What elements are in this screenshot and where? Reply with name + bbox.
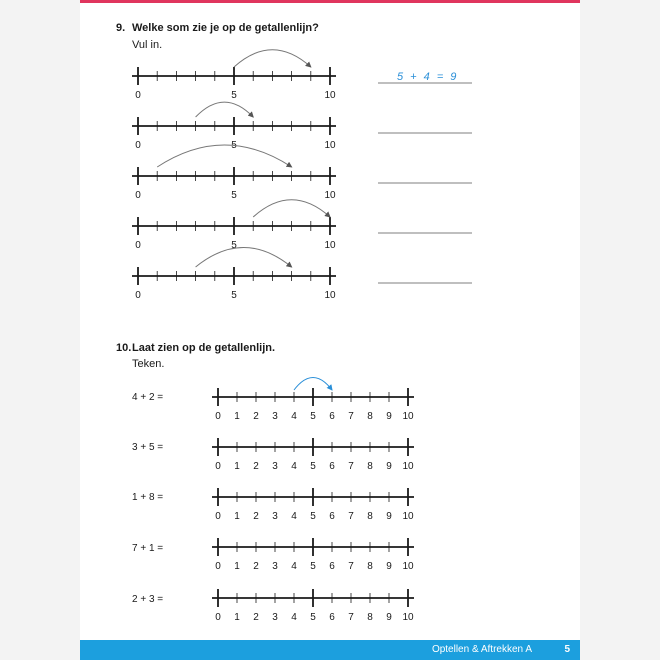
q10-expression-4: 7 + 1 =: [132, 543, 164, 554]
q9-arc-3: [157, 145, 291, 167]
q10-label-1-3: 3: [272, 411, 278, 422]
q10-label-2-3: 3: [272, 461, 278, 472]
number-lines-canvas: [80, 0, 580, 640]
q10-title-text: Laat zien op de getallenlijn.: [132, 342, 276, 354]
q10-label-3-5: 5: [310, 511, 316, 522]
q10-label-5-10: 10: [402, 612, 414, 623]
q9-label-5-0: 0: [135, 290, 141, 301]
q10-label-5-7: 7: [348, 612, 354, 623]
q10-label-3-6: 6: [329, 511, 335, 522]
footer-text: Optellen & Aftrekken A: [431, 644, 532, 655]
q10-label-1-4: 4: [291, 411, 297, 422]
q10-label-1-7: 7: [348, 411, 354, 422]
q9-title-text: Welke som zie je op de getallenlijn?: [132, 22, 319, 34]
q9-arc-1: [234, 50, 311, 67]
q10-label-5-3: 3: [272, 612, 278, 623]
q9-arc-5: [196, 247, 292, 267]
q10-label-1-8: 8: [367, 411, 373, 422]
q10-label-5-9: 9: [386, 612, 392, 623]
q10-label-1-1: 1: [234, 411, 240, 422]
q10-label-4-9: 9: [386, 561, 392, 572]
q10-label-3-0: 0: [215, 511, 221, 522]
q10-label-3-9: 9: [386, 511, 392, 522]
q9-number: 9.: [116, 22, 126, 34]
footer-bar: [80, 640, 580, 660]
q10-expression-1: 4 + 2 =: [132, 392, 164, 403]
q10-label-2-2: 2: [253, 461, 259, 472]
q10-label-1-5: 5: [310, 411, 316, 422]
q10-label-4-2: 2: [253, 561, 259, 572]
q10-label-5-5: 5: [310, 612, 316, 623]
q10-label-1-6: 6: [329, 411, 335, 422]
q9-label-3-0: 0: [135, 190, 141, 201]
q9-label-4-0: 0: [135, 240, 141, 251]
q9-label-1-0: 0: [135, 90, 141, 101]
q9-instruction: Vul in.: [132, 39, 163, 51]
q10-label-4-8: 8: [367, 561, 373, 572]
q10-label-4-4: 4: [291, 561, 297, 572]
q10-label-4-7: 7: [348, 561, 354, 572]
q9-answer-1: 5 + 4 = 9: [397, 71, 459, 83]
q10-label-1-2: 2: [253, 411, 259, 422]
q10-label-3-3: 3: [272, 511, 278, 522]
q9-label-1-10: 10: [324, 90, 336, 101]
q10-label-3-4: 4: [291, 511, 297, 522]
q9-arc-2: [196, 102, 254, 117]
q10-expression-3: 1 + 8 =: [132, 492, 164, 503]
q9-arc-4: [253, 200, 330, 217]
q9-label-5-10: 10: [324, 290, 336, 301]
q9-label-4-10: 10: [324, 240, 336, 251]
q10-label-2-9: 9: [386, 461, 392, 472]
page-number: 5: [564, 644, 570, 655]
q10-label-5-0: 0: [215, 612, 221, 623]
q10-label-4-5: 5: [310, 561, 316, 572]
q10-label-5-1: 1: [234, 612, 240, 623]
q9-label-1-5: 5: [231, 90, 237, 101]
q10-label-3-2: 2: [253, 511, 259, 522]
q10-expression-5: 2 + 3 =: [132, 594, 164, 605]
q10-label-2-8: 8: [367, 461, 373, 472]
q10-label-2-6: 6: [329, 461, 335, 472]
q10-label-3-8: 8: [367, 511, 373, 522]
q10-label-2-0: 0: [215, 461, 221, 472]
q10-label-1-10: 10: [402, 411, 414, 422]
q10-label-5-2: 2: [253, 612, 259, 623]
q10-label-4-1: 1: [234, 561, 240, 572]
q10-label-2-5: 5: [310, 461, 316, 472]
q10-label-4-3: 3: [272, 561, 278, 572]
q9-label-2-5: 5: [231, 140, 237, 151]
q10-label-4-6: 6: [329, 561, 335, 572]
q10-expression-2: 3 + 5 =: [132, 442, 164, 453]
q10-instruction: Teken.: [132, 358, 165, 370]
q10-label-3-1: 1: [234, 511, 240, 522]
q10-label-1-0: 0: [215, 411, 221, 422]
q9-label-3-10: 10: [324, 190, 336, 201]
q9-label-4-5: 5: [231, 240, 237, 251]
q9-label-2-10: 10: [324, 140, 336, 151]
q10-label-4-10: 10: [402, 561, 414, 572]
q10-label-2-7: 7: [348, 461, 354, 472]
q10-label-5-8: 8: [367, 612, 373, 623]
q10-label-3-7: 7: [348, 511, 354, 522]
q10-label-5-4: 4: [291, 612, 297, 623]
worksheet-page: [80, 0, 580, 660]
q10-label-4-0: 0: [215, 561, 221, 572]
q10-label-5-6: 6: [329, 612, 335, 623]
q10-label-1-9: 9: [386, 411, 392, 422]
q10-label-2-1: 1: [234, 461, 240, 472]
q10-label-3-10: 10: [402, 511, 414, 522]
q9-label-3-5: 5: [231, 190, 237, 201]
q10-label-2-4: 4: [291, 461, 297, 472]
q9-label-2-0: 0: [135, 140, 141, 151]
q9-label-5-5: 5: [231, 290, 237, 301]
q10-label-2-10: 10: [402, 461, 414, 472]
q10-number: 10.: [116, 342, 132, 354]
